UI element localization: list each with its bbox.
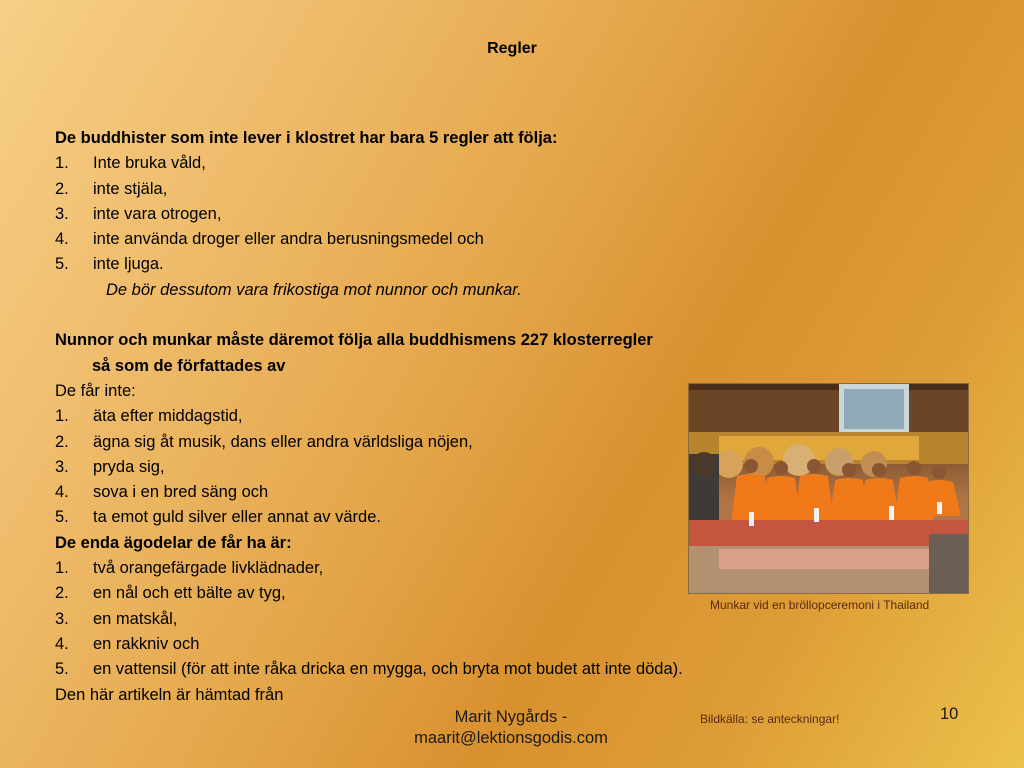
list-item: 1. Inte bruka våld, [55,154,206,173]
image-source-note: Bildkälla: se anteckningar! [700,712,840,726]
source-line: Den här artikeln är hämtad från [55,685,284,704]
monks-photo [688,383,969,594]
lay-note: De bör dessutom vara frikostiga mot nunnor och munkar. [106,280,522,299]
footer-author [380,707,642,749]
list-item: 3. pryda sig, [55,457,165,476]
author-name: Marit Nygårds - [454,708,568,726]
slide-title: Regler [487,40,537,57]
lay-rules-heading: De buddhister som inte lever i klostret har bara 5 regler att följa: [55,129,558,147]
list-item: 2. ägna sig åt musik, dans eller andra världsliga nöjen, [55,432,473,451]
list-item: 4. sova i en bred säng och [55,483,269,502]
page-number: 10 [940,705,959,723]
list-item: 3. en matskål, [55,609,178,628]
list-item: 4. inte använda droger eller andra berusningsmedel och [55,230,484,249]
author-email: maarit@lektionsgodis.com [414,729,608,747]
possessions-heading: De enda ägodelar de får ha är: [55,533,292,552]
spacer [55,303,875,328]
photo-caption: Munkar vid en bröllopceremoni i Thailand [710,598,930,612]
list-item: 2. en nål och ett bälte av tyg, [55,584,286,603]
list-item: 5. ta emot guld silver eller annat av värde. [55,508,381,527]
list-item: 4. en rakkniv och [55,634,200,653]
may-not-label: De får inte: [55,381,136,400]
list-item: 5. en vattensil (för att inte råka dricka en mygga, och bryta mot budet att inte döda). [55,660,683,679]
list-item: 1. två orangefärgade livklädnader, [55,559,324,578]
list-item: 1. äta efter middagstid, [55,407,243,426]
monk-rules-heading: Nunnor och munkar måste däremot följa alla buddhismens 227 klosterregler [55,331,653,350]
list-item: 2. inte stjäla, [55,179,168,198]
list-item: 3. inte vara otrogen, [55,204,222,223]
list-item: 5. inte ljuga. [55,255,164,274]
monk-rules-heading-cont: så som de författades av [92,356,286,375]
